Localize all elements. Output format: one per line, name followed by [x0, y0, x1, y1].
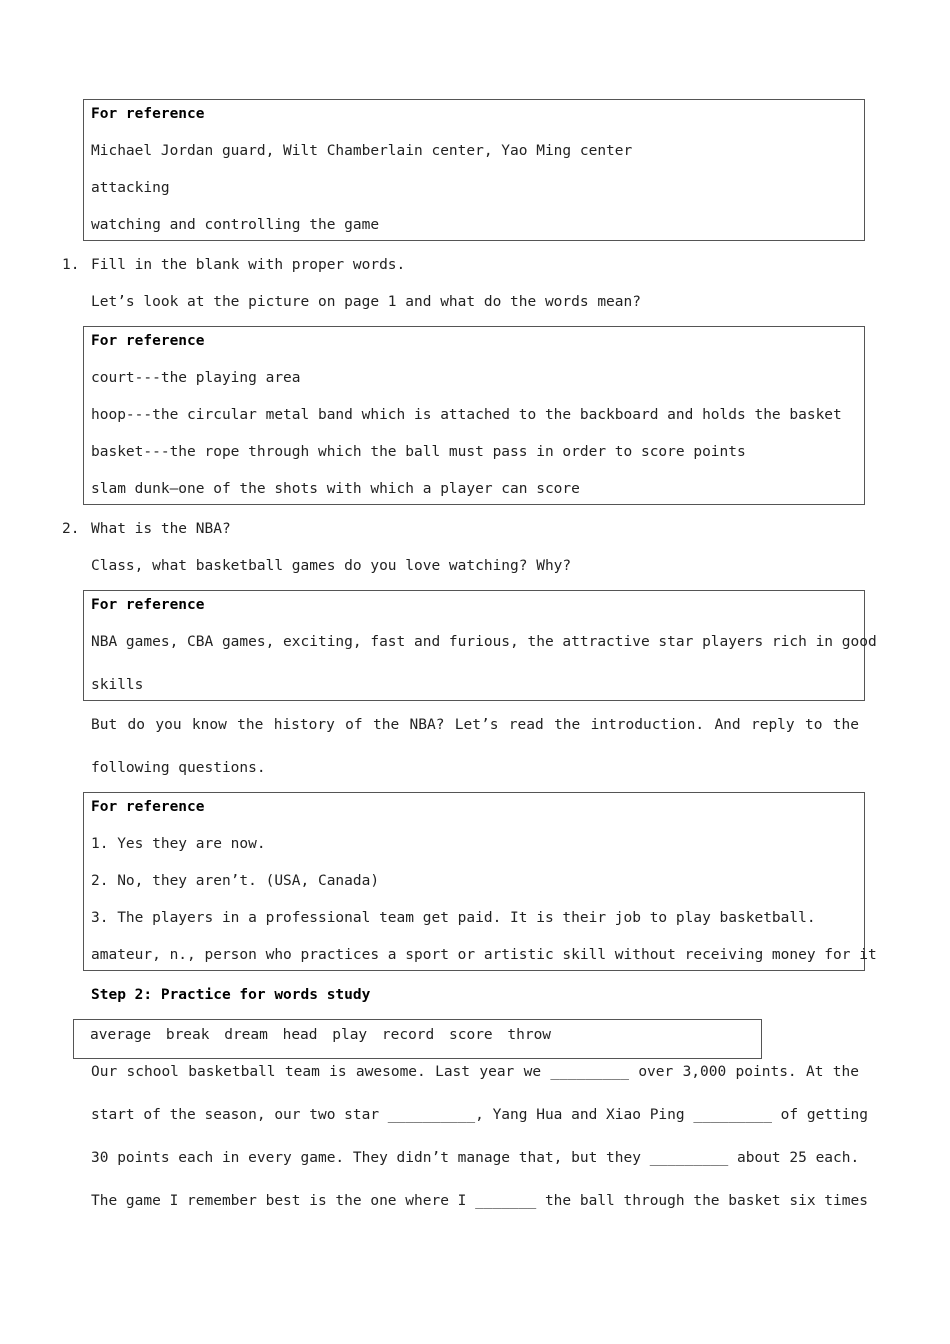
word-bank: average break dream head play record score throw	[90, 1027, 552, 1043]
reference-label: For reference	[91, 597, 205, 613]
reference-line: hoop---the circular metal band which is attached to the backboard and holds the basket	[91, 407, 842, 423]
reference-label: For reference	[91, 106, 205, 122]
reference-line: court---the playing area	[91, 370, 301, 386]
reference-line: 3. The players in a professional team get paid. It is their job to play basketball.	[91, 910, 816, 926]
question-title: Fill in the blank with proper words.	[91, 257, 406, 273]
reference-label: For reference	[91, 799, 205, 815]
reference-line: amateur, n., person who practices a sport or artistic skill without receiving money for it	[91, 947, 877, 963]
reference-line: attacking	[91, 180, 170, 196]
question-number: 2.	[62, 521, 80, 537]
paragraph-line: following questions.	[91, 760, 266, 776]
paragraph-line: But do you know the history of the NBA? Let’s read the introduction. And reply to the	[91, 717, 859, 733]
question-prompt: Let’s look at the picture on page 1 and what do the words mean?	[91, 294, 641, 310]
question-number: 1.	[62, 257, 80, 273]
reference-label: For reference	[91, 333, 205, 349]
question-title: What is the NBA?	[91, 521, 231, 537]
reference-line: 2. No, they aren’t. (USA, Canada)	[91, 873, 380, 889]
reference-box-4	[83, 792, 877, 971]
reference-box-1	[83, 99, 865, 241]
question-prompt: Class, what basketball games do you love watching? Why?	[91, 558, 572, 574]
step-heading: Step 2: Practice for words study	[91, 987, 371, 1003]
reference-line: Michael Jordan guard, Wilt Chamberlain center, Yao Ming center	[91, 143, 633, 159]
passage-line: 30 points each in every game. They didn’t manage that, but they _________ about 25 each.	[91, 1150, 860, 1166]
passage-line: Our school basketball team is awesome. Last year we _________ over 3,000 points. At the	[91, 1064, 859, 1080]
reference-line: watching and controlling the game	[91, 217, 380, 233]
reference-line: basket---the rope through which the ball must pass in order to score points	[91, 444, 746, 460]
passage-line: start of the season, our two star __________, Yang Hua and Xiao Ping _________ of getting	[91, 1107, 868, 1123]
reference-line: skills	[91, 677, 144, 693]
word-bank-box	[73, 1019, 762, 1059]
reference-line: NBA games, CBA games, exciting, fast and furious, the attractive star players rich in good	[91, 634, 877, 650]
passage-line: The game I remember best is the one where I _______ the ball through the basket six times	[91, 1193, 868, 1209]
reference-line: 1. Yes they are now.	[91, 836, 266, 852]
reference-box-3	[83, 590, 877, 701]
reference-box-2	[83, 326, 865, 505]
reference-line: slam dunk—one of the shots with which a player can score	[91, 481, 580, 497]
